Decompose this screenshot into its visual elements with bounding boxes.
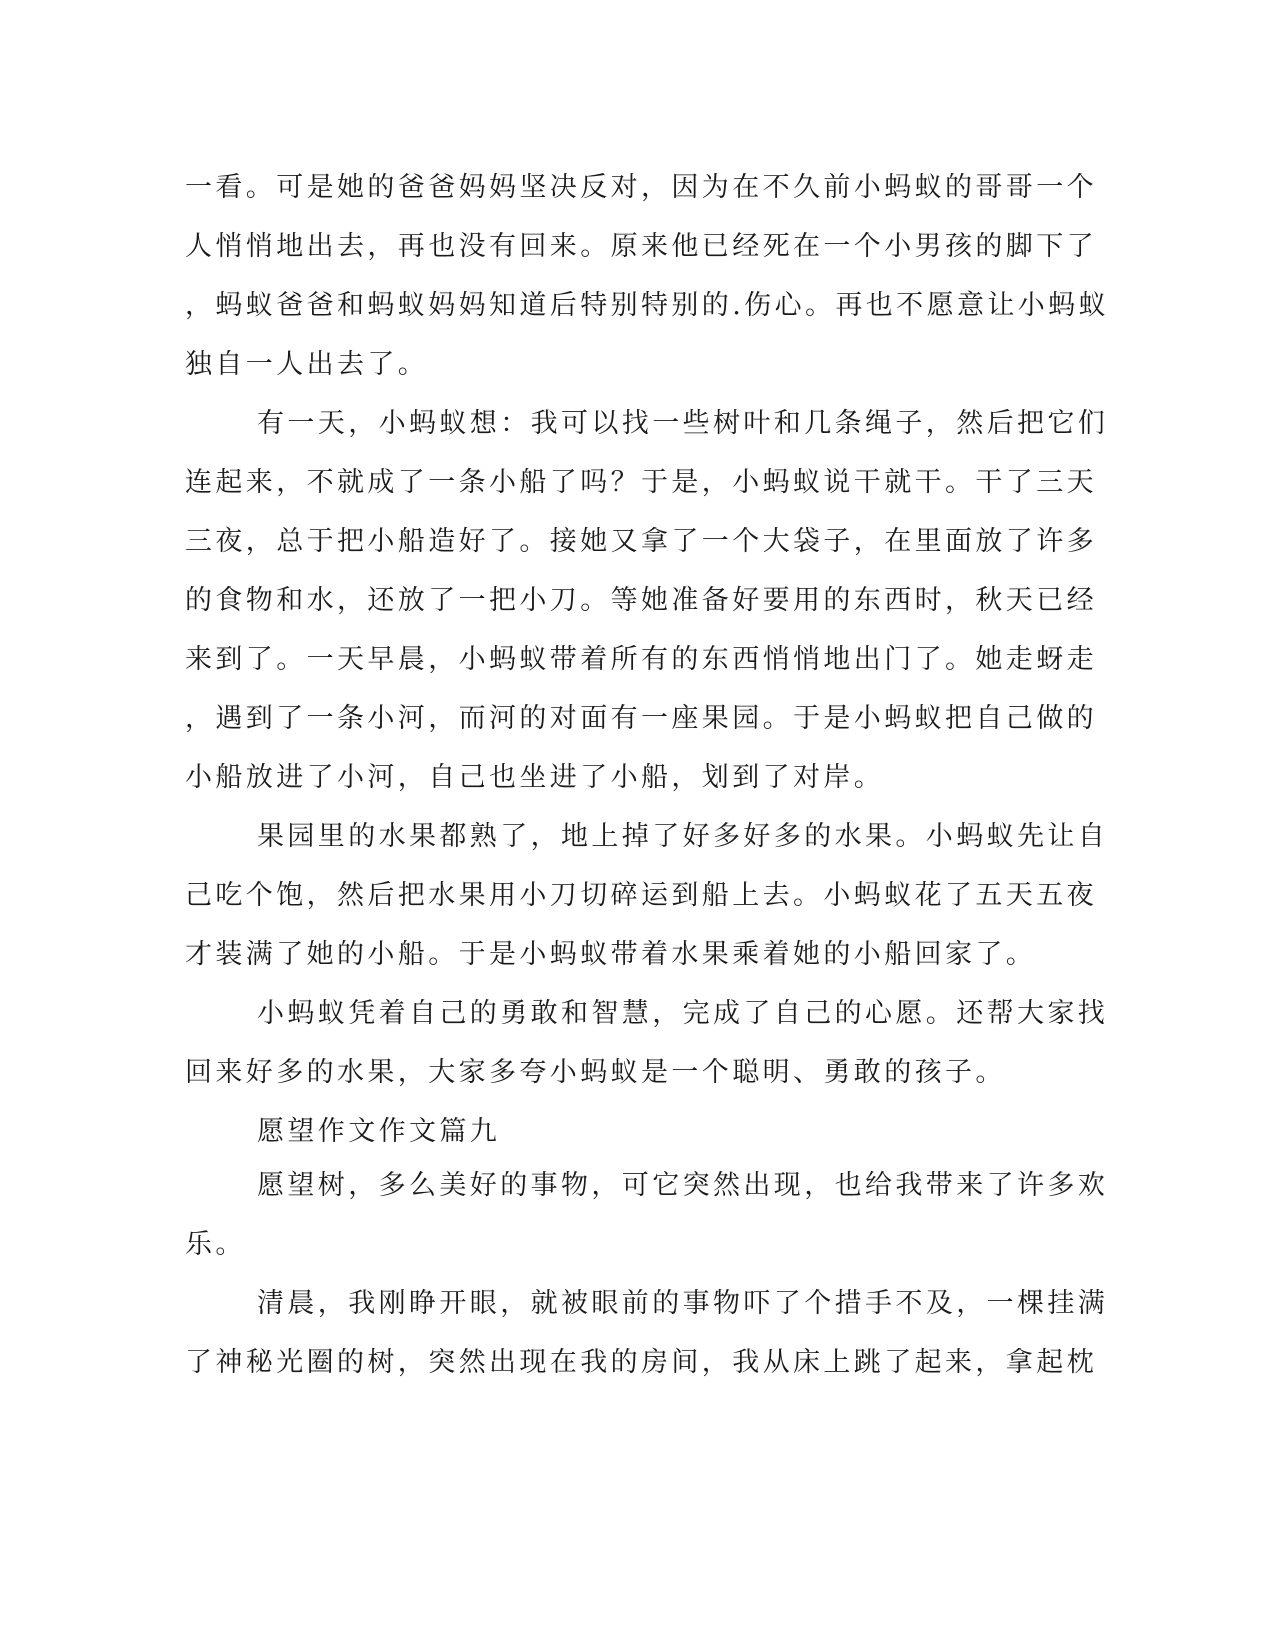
section-title: 愿望作文作文篇九: [257, 1116, 501, 1147]
text-line: 乐。: [185, 1229, 246, 1260]
text-line: 的食物和水，还放了一把小刀。等她准备好要用的东西时，秋天已经: [185, 585, 1097, 616]
article-body: [185, 158, 1109, 1392]
text-line: ，蚂蚁爸爸和蚂蚁妈妈知道后特别特别的.伤心。再也不愿意让小蚂蚁: [185, 290, 1109, 321]
text-line: 连起来，不就成了一条小船了吗？于是，小蚂蚁说干就干。干了三天: [185, 467, 1097, 498]
paragraph-start-line: 果园里的水果都熟了，地上掉了好多好多的水果。小蚂蚁先让自: [257, 821, 1109, 852]
text-line: 小船放进了小河，自己也坐进了小船，划到了对岸。: [185, 762, 885, 793]
text-line: 回来好多的水果，大家多夸小蚂蚁是一个聪明、勇敢的孩子。: [185, 1057, 1006, 1088]
text-line: 己吃个饱，然后把水果用小刀切碎运到船上去。小蚂蚁花了五天五夜: [185, 880, 1097, 911]
text-line: 人悄悄地出去，再也没有回来。原来他已经死在一个小男孩的脚下了: [185, 231, 1097, 262]
text-line: ，遇到了一条小河，而河的对面有一座果园。于是小蚂蚁把自己做的: [185, 703, 1097, 734]
text-line: 一看。可是她的爸爸妈妈坚决反对，因为在不久前小蚂蚁的哥哥一个: [185, 172, 1097, 203]
paragraph-start-line: 清晨，我刚睁开眼，就被眼前的事物吓了个措手不及，一棵挂满: [257, 1288, 1109, 1319]
text-line: 独自一人出去了。: [185, 349, 429, 380]
paragraph-start-line: 小蚂蚁凭着自己的勇敢和智慧，完成了自己的心愿。还帮大家找: [257, 998, 1109, 1029]
text-line: 才装满了她的小船。于是小蚂蚁带着水果乘着她的小船回家了。: [185, 939, 1037, 970]
text-line: 来到了。一天早晨，小蚂蚁带着所有的东西悄悄地出门了。她走蚜走: [185, 644, 1097, 675]
text-line: 了神秘光圈的树，突然出现在我的房间，我从床上跳了起来，拿起枕: [185, 1347, 1097, 1378]
text-line: 三夜，总于把小船造好了。接她又拿了一个大袋子，在里面放了许多: [185, 526, 1097, 557]
paragraph-start-line: 愿望树，多么美好的事物，可它突然出现，也给我带来了许多欢: [257, 1170, 1109, 1201]
paragraph-start-line: 有一天，小蚂蚁想：我可以找一些树叶和几条绳子，然后把它们: [257, 408, 1109, 439]
